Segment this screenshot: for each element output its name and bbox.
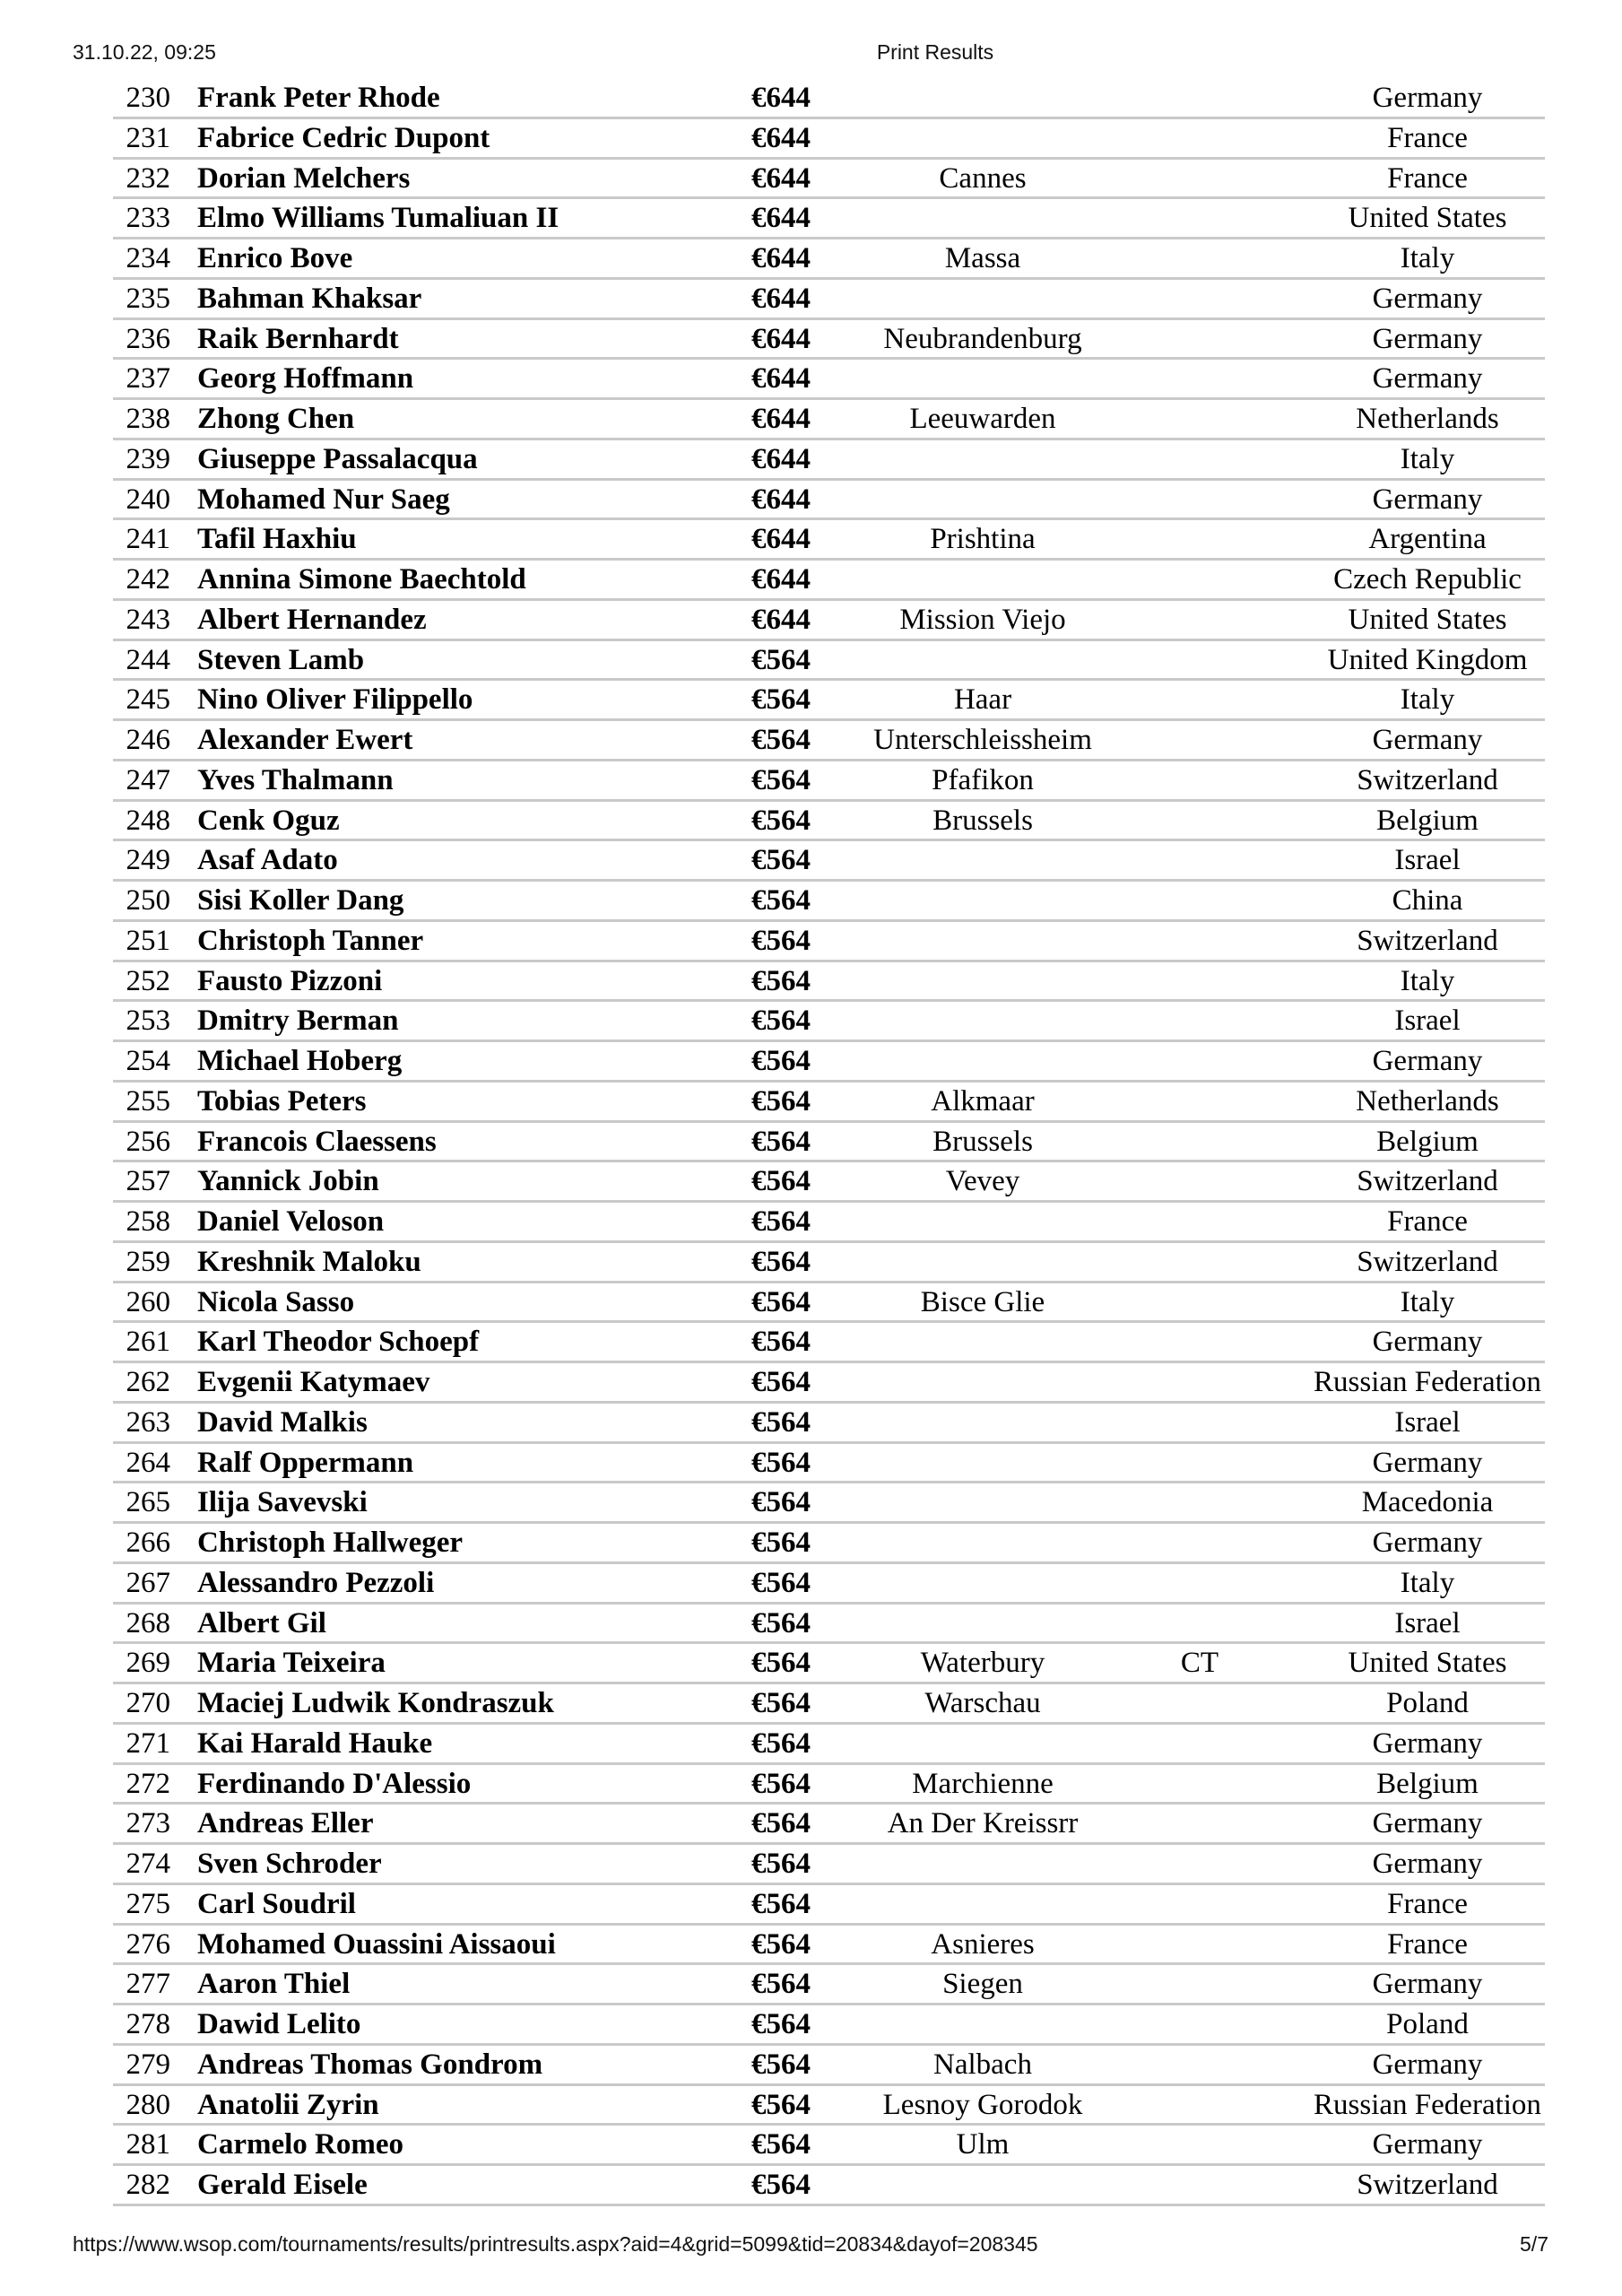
rank-cell: 268	[126, 1606, 170, 1639]
rank-cell: 233	[126, 202, 170, 235]
prize-amount: €564	[751, 1446, 811, 1479]
country-cell: Germany	[1372, 483, 1483, 516]
prize-amount: €644	[751, 603, 811, 636]
prize-amount: €564	[751, 2088, 811, 2121]
player-name: Sven Schroder	[197, 1848, 382, 1880]
player-name: Andreas Eller	[197, 1807, 374, 1840]
country-cell: Italy	[1400, 242, 1455, 274]
table-row	[113, 1564, 1545, 1605]
city-cell: Bisce Glie	[920, 1285, 1045, 1318]
prize-amount: €644	[751, 202, 811, 235]
table-row	[113, 721, 1545, 761]
table-row	[113, 1885, 1545, 1926]
country-cell: Israel	[1394, 844, 1461, 877]
table-row	[113, 1444, 1545, 1484]
table-row	[113, 160, 1545, 200]
prize-amount: €564	[751, 844, 811, 877]
table-row	[113, 561, 1545, 601]
player-name: Gerald Eisele	[197, 2169, 368, 2201]
city-cell: Nalbach	[933, 2048, 1032, 2081]
prize-amount: €564	[751, 964, 811, 997]
country-cell: Germany	[1372, 282, 1483, 315]
country-cell: Italy	[1400, 683, 1455, 717]
prize-amount: €564	[751, 804, 811, 837]
rank-cell: 239	[126, 442, 170, 475]
player-name: Daniel Veloson	[197, 1205, 385, 1238]
player-name: Asaf Adato	[197, 844, 338, 877]
prize-amount: €564	[751, 1165, 811, 1198]
rank-cell: 263	[126, 1405, 170, 1439]
rank-cell: 269	[126, 1647, 170, 1680]
city-cell: Haar	[953, 683, 1012, 717]
country-cell: Russian Federation	[1314, 2088, 1541, 2121]
country-cell: Germany	[1372, 1045, 1483, 1077]
prize-amount: €564	[751, 1687, 811, 1719]
prize-amount: €564	[751, 1285, 811, 1318]
country-cell: Germany	[1372, 322, 1483, 355]
player-name: Maciej Ludwik Kondraszuk	[197, 1687, 554, 1719]
rank-cell: 251	[126, 924, 170, 957]
player-name: Georg Hoffmann	[197, 362, 414, 396]
rank-cell: 261	[126, 1326, 170, 1359]
prize-amount: €564	[751, 1004, 811, 1038]
prize-amount: €564	[751, 1326, 811, 1359]
country-cell: France	[1387, 1887, 1468, 1920]
prize-amount: €564	[751, 884, 811, 917]
table-row	[113, 1083, 1545, 1123]
player-name: Tobias Peters	[197, 1084, 367, 1118]
prize-amount: €564	[751, 924, 811, 957]
rank-cell: 242	[126, 563, 170, 596]
city-cell: Mission Viejo	[899, 603, 1066, 636]
rank-cell: 275	[126, 1887, 170, 1920]
rank-cell: 272	[126, 1767, 170, 1800]
country-cell: Italy	[1400, 442, 1455, 475]
rank-cell: 267	[126, 1566, 170, 1599]
prize-amount: €564	[751, 1245, 811, 1278]
player-name: Elmo Williams Tumaliuan II	[197, 202, 559, 235]
country-cell: France	[1387, 1927, 1468, 1961]
table-row	[113, 1605, 1545, 1645]
player-name: Yves Thalmann	[197, 763, 394, 796]
player-name: Zhong Chen	[197, 403, 355, 435]
rank-cell: 271	[126, 1726, 170, 1760]
table-row	[113, 882, 1545, 922]
prize-amount: €564	[751, 1767, 811, 1800]
table-row	[113, 1765, 1545, 1805]
table-row	[113, 1483, 1545, 1524]
prize-amount: €644	[751, 362, 811, 396]
rank-cell: 280	[126, 2088, 170, 2121]
prize-amount: €644	[751, 322, 811, 355]
prize-amount: €564	[751, 1045, 811, 1077]
player-name: Frank Peter Rhode	[197, 82, 440, 114]
prize-amount: €564	[751, 763, 811, 796]
prize-amount: €564	[751, 643, 811, 676]
prize-amount: €564	[751, 1405, 811, 1439]
table-row	[113, 1926, 1545, 1966]
rank-cell: 244	[126, 643, 170, 676]
table-row	[113, 841, 1545, 882]
country-cell: United States	[1348, 1647, 1507, 1680]
city-cell: Brussels	[932, 804, 1033, 837]
player-name: Cenk Oguz	[197, 804, 340, 837]
prize-amount: €564	[751, 2169, 811, 2201]
rank-cell: 264	[126, 1446, 170, 1479]
table-row	[113, 1363, 1545, 1404]
player-name: Carl Soudril	[197, 1887, 356, 1920]
city-cell: Neubrandenburg	[883, 322, 1082, 355]
player-name: Michael Hoberg	[197, 1045, 403, 1077]
prize-amount: €564	[751, 1726, 811, 1760]
table-row	[113, 681, 1545, 721]
player-name: Albert Hernandez	[197, 603, 427, 636]
country-cell: Israel	[1394, 1606, 1461, 1639]
table-row	[113, 360, 1545, 400]
country-cell: Belgium	[1376, 1767, 1479, 1800]
rank-cell: 279	[126, 2048, 170, 2081]
player-name: Aaron Thiel	[197, 1968, 351, 2001]
rank-cell: 256	[126, 1125, 170, 1158]
prize-amount: €564	[751, 2008, 811, 2040]
print-datetime: 31.10.22, 09:25	[73, 40, 216, 64]
rank-cell: 270	[126, 1687, 170, 1719]
city-cell: Prishtina	[930, 523, 1036, 556]
city-cell: Leeuwarden	[909, 403, 1056, 435]
prize-amount: €564	[751, 1807, 811, 1840]
rank-cell: 235	[126, 282, 170, 315]
city-cell: Massa	[944, 242, 1021, 274]
page-title: Print Results	[876, 40, 994, 64]
table-row	[113, 79, 1545, 119]
rank-cell: 258	[126, 1205, 170, 1238]
country-cell: Germany	[1372, 1726, 1483, 1760]
table-row	[113, 199, 1545, 239]
country-cell: Netherlands	[1356, 1084, 1499, 1118]
country-cell: France	[1387, 121, 1468, 154]
country-cell: United Kingdom	[1327, 643, 1528, 676]
player-name: Raik Bernhardt	[197, 322, 399, 355]
table-row	[113, 1002, 1545, 1042]
country-cell: United States	[1348, 603, 1507, 636]
country-cell: Netherlands	[1356, 403, 1499, 435]
table-row	[113, 1404, 1545, 1444]
prize-amount: €564	[751, 724, 811, 756]
player-name: Annina Simone Baechtold	[197, 563, 526, 596]
country-cell: Germany	[1372, 1446, 1483, 1479]
prize-amount: €564	[751, 2048, 811, 2081]
country-cell: Germany	[1372, 2128, 1483, 2161]
prize-amount: €644	[751, 442, 811, 475]
player-name: David Malkis	[197, 1405, 368, 1439]
rank-cell: 282	[126, 2169, 170, 2201]
prize-amount: €564	[751, 1606, 811, 1639]
rank-cell: 265	[126, 1486, 170, 1519]
table-row	[113, 2166, 1545, 2206]
rank-cell: 234	[126, 242, 170, 274]
prize-amount: €564	[751, 1205, 811, 1238]
city-cell: Warschau	[924, 1687, 1041, 1719]
table-row	[113, 280, 1545, 320]
country-cell: Russian Federation	[1314, 1366, 1541, 1398]
table-row	[113, 1805, 1545, 1845]
rank-cell: 231	[126, 121, 170, 154]
rank-cell: 249	[126, 844, 170, 877]
country-cell: China	[1392, 884, 1463, 917]
prize-amount: €564	[751, 1366, 811, 1398]
table-row	[113, 922, 1545, 962]
table-row	[113, 1203, 1545, 1243]
table-row	[113, 2126, 1545, 2166]
rank-cell: 259	[126, 1245, 170, 1278]
prize-amount: €564	[751, 1927, 811, 1961]
table-row	[113, 1123, 1545, 1163]
table-row	[113, 239, 1545, 280]
page-number: 5/7	[1520, 2232, 1548, 2256]
country-cell: Germany	[1372, 82, 1483, 114]
table-row	[113, 1323, 1545, 1363]
player-name: Dmitry Berman	[197, 1004, 399, 1038]
country-cell: Switzerland	[1357, 1245, 1498, 1278]
country-cell: Macedonia	[1361, 1486, 1494, 1519]
table-row	[113, 2046, 1545, 2086]
player-name: Steven Lamb	[197, 643, 365, 676]
country-cell: Germany	[1372, 1326, 1483, 1359]
player-name: Giuseppe Passalacqua	[197, 442, 478, 475]
country-cell: Poland	[1386, 1687, 1469, 1719]
page-url: https://www.wsop.com/tournaments/results/printresults.aspx?aid=4&grid=5099&tid=20834&dayof=208345	[73, 2232, 1038, 2256]
player-name: Ilija Savevski	[197, 1486, 368, 1519]
table-row	[113, 2086, 1545, 2126]
country-cell: Switzerland	[1357, 1165, 1498, 1198]
city-cell: Waterbury	[920, 1647, 1045, 1680]
rank-cell: 278	[126, 2008, 170, 2040]
player-name: Sisi Koller Dang	[197, 884, 404, 917]
country-cell: Germany	[1372, 2048, 1483, 2081]
country-cell: Belgium	[1376, 1125, 1479, 1158]
player-name: Tafil Haxhiu	[197, 523, 357, 556]
prize-amount: €644	[751, 82, 811, 114]
player-name: Alexander Ewert	[197, 724, 413, 756]
prize-amount: €564	[751, 683, 811, 717]
rank-cell: 232	[126, 161, 170, 195]
rank-cell: 254	[126, 1045, 170, 1077]
country-cell: Switzerland	[1357, 763, 1498, 796]
table-row	[113, 1725, 1545, 1765]
player-name: Kai Harald Hauke	[197, 1726, 433, 1760]
prize-amount: €644	[751, 242, 811, 274]
player-name: Ferdinando D'Alessio	[197, 1767, 472, 1800]
country-cell: Germany	[1372, 1526, 1483, 1559]
table-row	[113, 1243, 1545, 1283]
prize-amount: €564	[751, 1887, 811, 1920]
city-cell: Ulm	[956, 2128, 1010, 2161]
player-name: Kreshnik Maloku	[197, 1245, 421, 1278]
country-cell: France	[1387, 1205, 1468, 1238]
prize-amount: €644	[751, 161, 811, 195]
country-cell: Germany	[1372, 1807, 1483, 1840]
rank-cell: 243	[126, 603, 170, 636]
country-cell: Israel	[1394, 1004, 1461, 1038]
rank-cell: 277	[126, 1968, 170, 2001]
prize-amount: €564	[751, 1526, 811, 1559]
rank-cell: 245	[126, 683, 170, 717]
country-cell: Argentina	[1368, 523, 1487, 556]
rank-cell: 248	[126, 804, 170, 837]
player-name: Bahman Khaksar	[197, 282, 422, 315]
results-table	[113, 79, 1545, 2206]
player-name: Andreas Thomas Gondrom	[197, 2048, 543, 2081]
country-cell: United States	[1348, 202, 1507, 235]
country-cell: Italy	[1400, 964, 1455, 997]
table-row	[113, 1283, 1545, 1324]
table-row	[113, 1845, 1545, 1885]
rank-cell: 255	[126, 1084, 170, 1118]
prize-amount: €564	[751, 1848, 811, 1880]
prize-amount: €564	[751, 1084, 811, 1118]
city-cell: Brussels	[932, 1125, 1033, 1158]
country-cell: Switzerland	[1357, 2169, 1498, 2201]
prize-amount: €564	[751, 2128, 811, 2161]
country-cell: France	[1387, 161, 1468, 195]
city-cell: Siegen	[942, 1968, 1023, 2001]
rank-cell: 230	[126, 82, 170, 114]
player-name: Nicola Sasso	[197, 1285, 355, 1318]
country-cell: Germany	[1372, 1848, 1483, 1880]
table-row	[113, 2005, 1545, 2046]
player-name: Nino Oliver Filippello	[197, 683, 473, 717]
country-cell: Germany	[1372, 1968, 1483, 2001]
prize-amount: €564	[751, 1647, 811, 1680]
rank-cell: 262	[126, 1366, 170, 1398]
city-cell: Vevey	[945, 1165, 1020, 1198]
prize-amount: €644	[751, 563, 811, 596]
player-name: Mohamed Nur Saeg	[197, 483, 450, 516]
prize-amount: €644	[751, 403, 811, 435]
rank-cell: 241	[126, 523, 170, 556]
table-row	[113, 641, 1545, 682]
rank-cell: 274	[126, 1848, 170, 1880]
prize-amount: €644	[751, 483, 811, 516]
city-cell: Alkmaar	[931, 1084, 1035, 1118]
table-row	[113, 761, 1545, 802]
prize-amount: €644	[751, 121, 811, 154]
player-name: Dawid Lelito	[197, 2008, 361, 2040]
table-row	[113, 400, 1545, 440]
table-row	[113, 119, 1545, 160]
prize-amount: €644	[751, 523, 811, 556]
city-cell: Cannes	[939, 161, 1027, 195]
table-row	[113, 1644, 1545, 1684]
player-name: Anatolii Zyrin	[197, 2088, 379, 2121]
player-name: Christoph Tanner	[197, 924, 424, 957]
city-cell: Pfafikon	[932, 763, 1034, 796]
player-name: Evgenii Katymaev	[197, 1366, 430, 1398]
player-name: Dorian Melchers	[197, 161, 411, 195]
table-row	[113, 320, 1545, 361]
rank-cell: 240	[126, 483, 170, 516]
prize-amount: €564	[751, 1566, 811, 1599]
city-cell: An Der Kreissrr	[887, 1807, 1079, 1840]
table-row	[113, 440, 1545, 481]
rank-cell: 266	[126, 1526, 170, 1559]
rank-cell: 257	[126, 1165, 170, 1198]
rank-cell: 236	[126, 322, 170, 355]
player-name: Enrico Bove	[197, 242, 353, 274]
player-name: Maria Teixeira	[197, 1647, 386, 1680]
country-cell: Czech Republic	[1333, 563, 1522, 596]
rank-cell: 238	[126, 403, 170, 435]
table-row	[113, 962, 1545, 1003]
player-name: Ralf Oppermann	[197, 1446, 414, 1479]
rank-cell: 246	[126, 724, 170, 756]
table-row	[113, 481, 1545, 521]
prize-amount: €564	[751, 1486, 811, 1519]
city-cell: Asnieres	[931, 1927, 1035, 1961]
table-row	[113, 1042, 1545, 1083]
player-name: Albert Gil	[197, 1606, 326, 1639]
state-cell: CT	[1180, 1647, 1219, 1680]
rank-cell: 250	[126, 884, 170, 917]
rank-cell: 281	[126, 2128, 170, 2161]
table-row	[113, 1684, 1545, 1725]
rank-cell: 247	[126, 763, 170, 796]
player-name: Fabrice Cedric Dupont	[197, 121, 490, 154]
city-cell: Marchienne	[912, 1767, 1054, 1800]
rank-cell: 276	[126, 1927, 170, 1961]
table-row	[113, 520, 1545, 561]
player-name: Alessandro Pezzoli	[197, 1566, 435, 1599]
table-row	[113, 1965, 1545, 2005]
prize-amount: €564	[751, 1968, 811, 2001]
player-name: Fausto Pizzoni	[197, 964, 383, 997]
country-cell: Germany	[1372, 724, 1483, 756]
prize-amount: €564	[751, 1125, 811, 1158]
table-row	[113, 1524, 1545, 1564]
city-cell: Lesnoy Gorodok	[882, 2088, 1083, 2121]
player-name: Carmelo Romeo	[197, 2128, 404, 2161]
rank-cell: 253	[126, 1004, 170, 1038]
country-cell: Poland	[1386, 2008, 1469, 2040]
player-name: Karl Theodor Schoepf	[197, 1326, 480, 1359]
country-cell: Italy	[1400, 1566, 1455, 1599]
city-cell: Unterschleissheim	[873, 724, 1092, 756]
rank-cell: 237	[126, 362, 170, 396]
player-name: Christoph Hallweger	[197, 1526, 464, 1559]
country-cell: Belgium	[1376, 804, 1479, 837]
country-cell: Italy	[1400, 1285, 1455, 1318]
country-cell: Switzerland	[1357, 924, 1498, 957]
rank-cell: 260	[126, 1285, 170, 1318]
rank-cell: 273	[126, 1807, 170, 1840]
prize-amount: €644	[751, 282, 811, 315]
rank-cell: 252	[126, 964, 170, 997]
player-name: Mohamed Ouassini Aissaoui	[197, 1927, 556, 1961]
player-name: Yannick Jobin	[197, 1165, 379, 1198]
table-row	[113, 601, 1545, 641]
country-cell: Germany	[1372, 362, 1483, 396]
player-name: Francois Claessens	[197, 1125, 437, 1158]
table-row	[113, 1162, 1545, 1203]
table-row	[113, 802, 1545, 842]
country-cell: Israel	[1394, 1405, 1461, 1439]
